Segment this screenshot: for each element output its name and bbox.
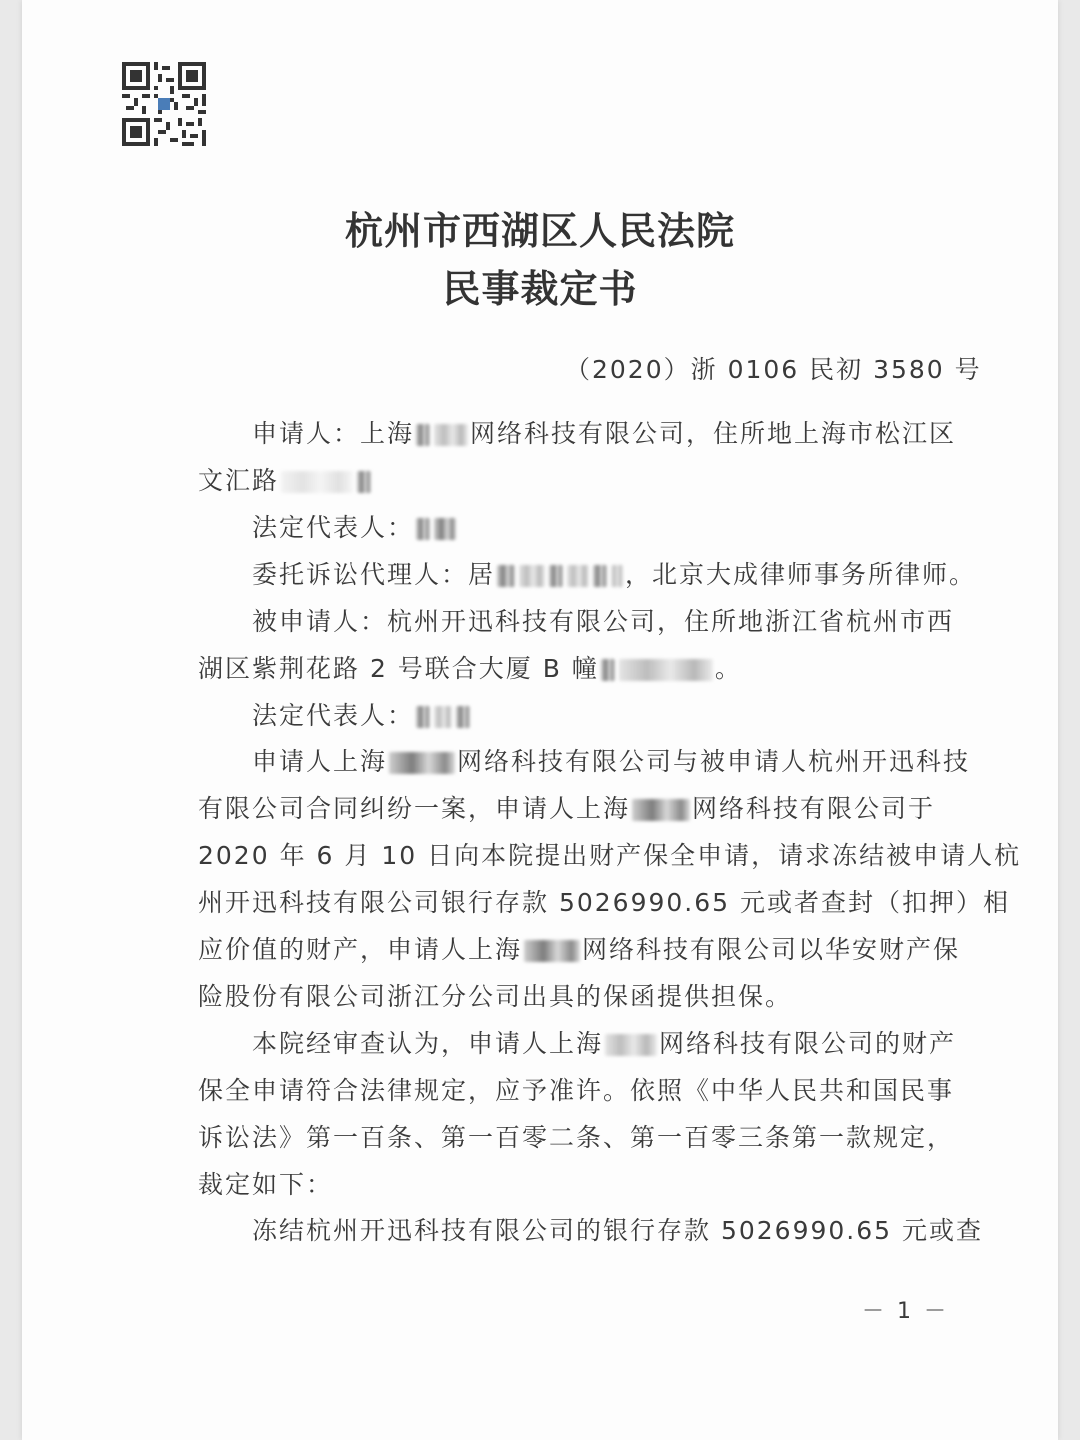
redacted-text (611, 565, 623, 587)
redacted-text (619, 659, 713, 681)
case-number: （2020）浙 0106 民初 3580 号 (565, 355, 982, 384)
respondent-line: 被申请人：杭州开迅科技有限公司，住所地浙江省杭州市西 (252, 607, 955, 636)
court-name: 杭州市西湖区人民法院 (344, 208, 735, 253)
agent-line: 委托诉讼代理人：居 ，北京大成律师事务所律师。 (252, 560, 977, 589)
redacted-text (281, 471, 353, 493)
document-type: 民事裁定书 (442, 266, 638, 311)
redacted-text (524, 940, 580, 962)
redacted-text (416, 518, 430, 540)
redacted-text (497, 565, 515, 587)
redacted-text (567, 565, 589, 587)
redacted-text (357, 471, 371, 493)
body-line: 诉讼法》第一百条、第一百零二条、第一百零三条第一款规定， (198, 1123, 955, 1152)
body-line: 冻结杭州开迅科技有限公司的银行存款 5026990.65 元或查 (252, 1216, 983, 1245)
applicant-address-line: 文汇路 (198, 465, 373, 497)
legal-rep-line: 法定代表人： (252, 512, 458, 544)
redacted-text (456, 706, 470, 728)
redacted-text (549, 565, 563, 587)
redacted-text (601, 659, 615, 681)
body-line: 裁定如下： (198, 1170, 334, 1199)
respondent-address-line: 湖区紫荆花路 2 号联合大厦 B 幢 。 (198, 654, 742, 683)
body-line: 申请人上海 网络科技有限公司与被申请人杭州开迅科技 (252, 747, 971, 776)
page-number: － 1 － (862, 1299, 949, 1324)
redacted-text (434, 706, 452, 728)
respondent-rep-line: 法定代表人： (252, 700, 472, 732)
body-line: 有限公司合同纠纷一案，申请人上海 网络科技有限公司于 (198, 794, 936, 823)
redacted-text (605, 1034, 657, 1056)
qr-code-icon (122, 62, 206, 146)
redacted-text (434, 424, 468, 446)
redacted-text (389, 752, 455, 774)
body-line: 险股份有限公司浙江分公司出具的保函提供担保。 (198, 982, 793, 1011)
redacted-text (519, 565, 545, 587)
body-line: 保全申请符合法律规定，应予准许。依照《中华人民共和国民事 (198, 1076, 955, 1105)
body-line: 应价值的财产，申请人上海 网络科技有限公司以华安财产保 (198, 935, 961, 964)
redacted-text (632, 799, 690, 821)
redacted-text (593, 565, 607, 587)
redacted-text (434, 518, 456, 540)
redacted-text (416, 706, 430, 728)
body-line: 2020 年 6 月 10 日向本院提出财产保全申请，请求冻结被申请人杭 (198, 841, 1022, 870)
redacted-text (416, 424, 430, 446)
body-line: 州开迅科技有限公司银行存款 5026990.65 元或者查封（扣押）相 (198, 888, 1010, 917)
applicant-line: 申请人：上海 网络科技有限公司，住所地上海市松江区 (252, 419, 957, 448)
body-line: 本院经审查认为，申请人上海 网络科技有限公司的财产 (252, 1029, 957, 1058)
